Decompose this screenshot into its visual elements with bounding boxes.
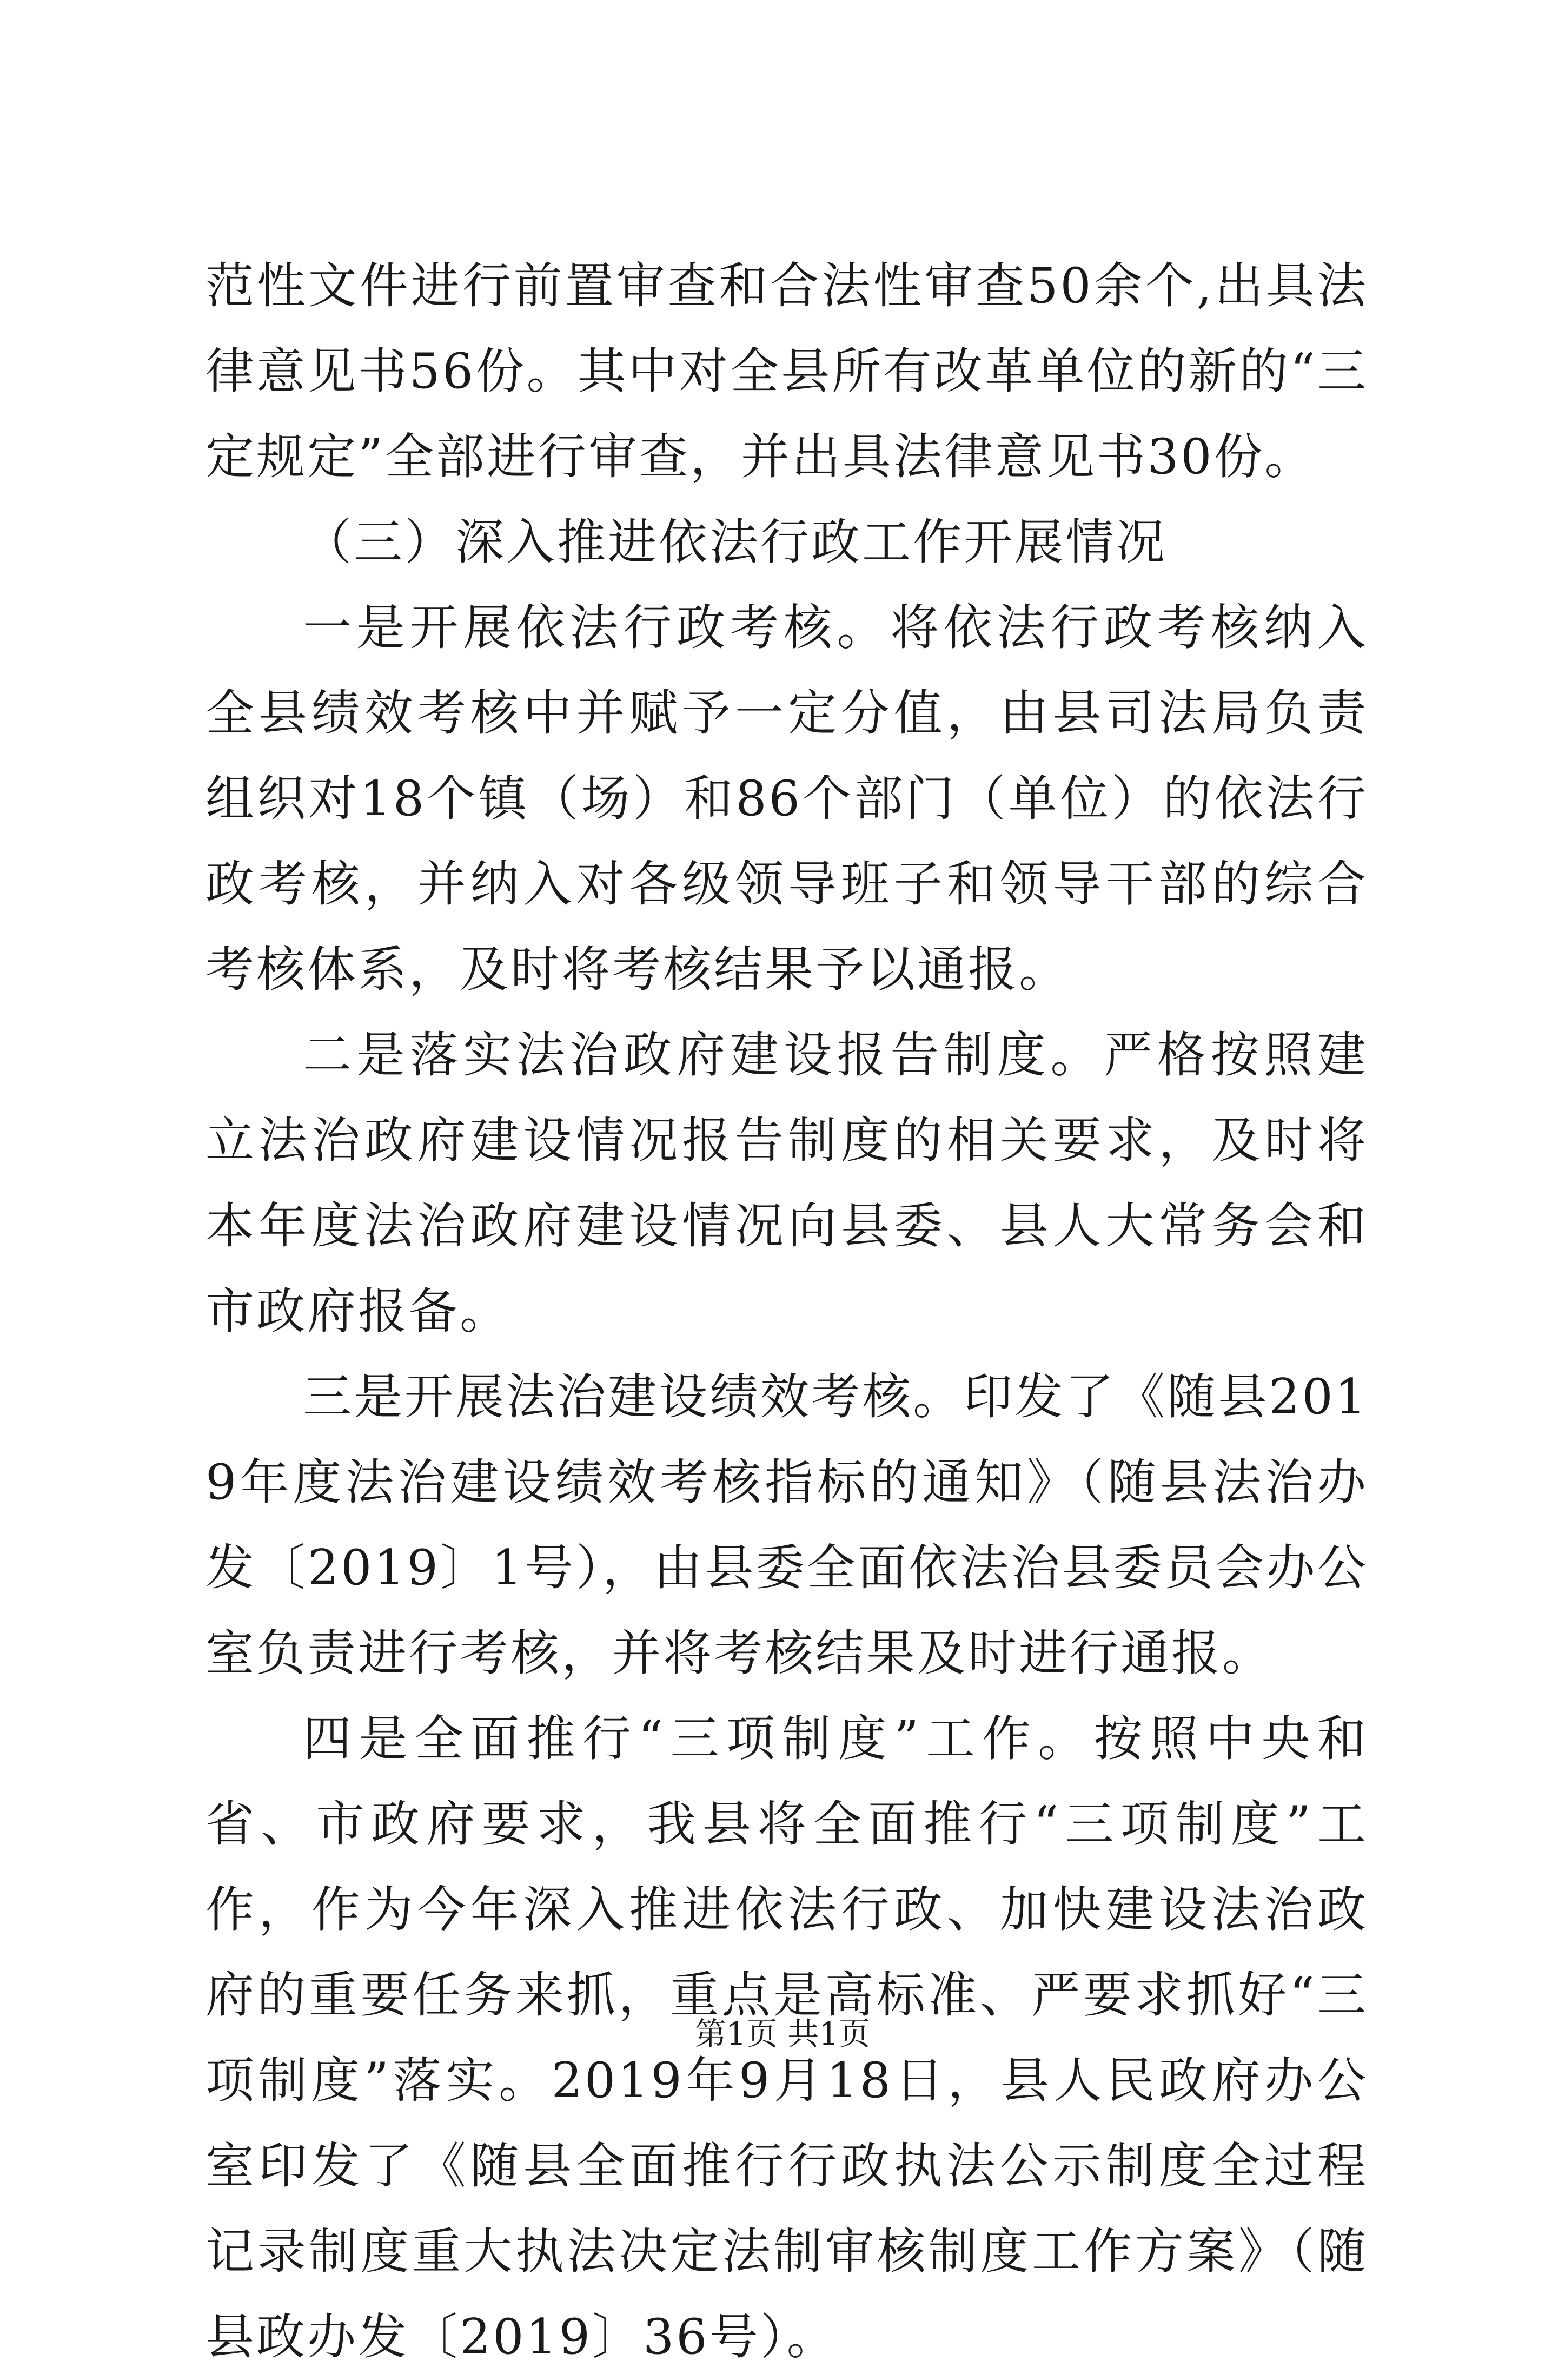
page-footer: 第1页 共1页	[694, 2015, 871, 2052]
document-body	[205, 243, 1368, 2380]
paragraph-item-2: 二是落实法治政府建设报告制度。严格按照建立法治政府建设情况报告制度的相关要求，及时将本年度法治政府建设情况向县委、县人大常务会和市政府报备。	[205, 1027, 1368, 1340]
paragraph-item-1: 一是开展依法行政考核。将依法行政考核纳入全县绩效考核中并赋予一定分值，由县司法局负责组织对18个镇（场）和86个部门（单位）的依法行政考核，并纳入对各级领导班子和领导干部的综合考核体系，及时将考核结果予以通报。	[205, 599, 1368, 998]
paragraph-continuation: 范性文件进行前置审查和合法性审查50余个,出具法律意见书56份。其中对全县所有改革单位的新的“三定规定”全部进行审查，并出具法律意见书30份。	[205, 257, 1368, 485]
paragraph-item-3: 三是开展法治建设绩效考核。印发了《随县2019年度法治建设绩效考核指标的通知》（随县法治办发〔2019〕1号），由县委全面依法治县委员会办公室负责进行考核，并将考核结果及时进行通报。	[205, 1368, 1368, 1682]
paragraph-item-4: 四是全面推行“三项制度”工作。按照中央和省、市政府要求，我县将全面推行“三项制度”工作，作为今年深入推进依法行政、加快建设法治政府的重要任务来抓，重点是高标准、严要求抓好“三项制度”落实。2019年9月18日，县人民政府办公室印发了《随县全面推行行政执法公示制度全过程记录制度重大执法决定法制审核制度工作方案》（随县政办发〔2019〕36号）。	[205, 1710, 1368, 2365]
section-heading: （三）深入推进依法行政工作开展情况	[303, 514, 1167, 571]
